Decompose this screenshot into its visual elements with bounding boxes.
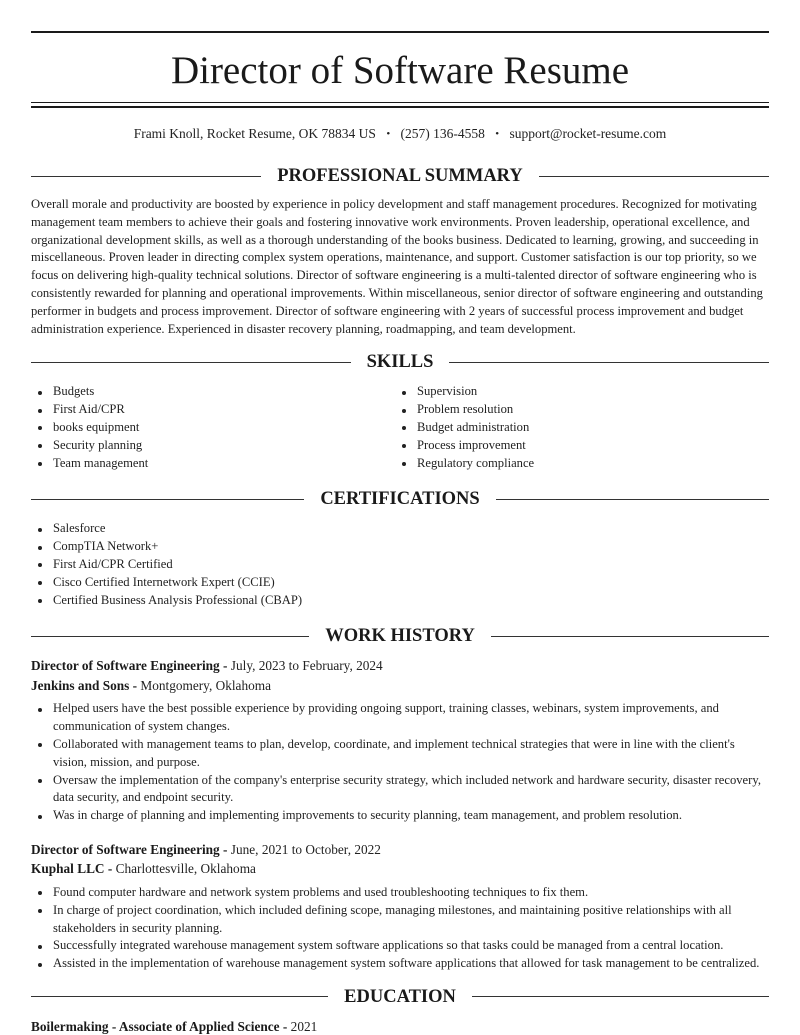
education-line [31,1017,769,1035]
double-rule [31,102,769,108]
section-work-history [31,625,769,973]
section-professional-summary [31,165,769,338]
section-heading [31,165,769,187]
section-title: PROFESSIONAL SUMMARY [277,166,523,186]
skill-item: Budgets [31,383,395,401]
certification-item: CompTIA Network+ [31,538,769,556]
skills-right-column [395,383,759,472]
job-duties-list [31,700,769,825]
skill-item: First Aid/CPR [31,401,395,419]
job-duty: Helped users have the best possible experience by providing ongoing support, training classes, webinars, system improvements, and communication of system changes. [31,700,769,736]
job-company-line [31,676,769,696]
skill-item: Regulatory compliance [395,455,759,473]
skills-grid [31,383,769,472]
resume-title: Director of Software Resume [170,49,630,92]
job-location: Montgomery, Oklahoma [140,677,271,693]
job-title: Director of Software Engineering [31,658,220,674]
skill-item: Problem resolution [395,401,759,419]
section-title: EDUCATION [344,986,456,1007]
thin-rule [31,102,769,103]
job-duties-list [31,884,769,973]
job-title-line [31,840,769,860]
heading-rule-right [491,636,769,637]
heading-rule-left [31,636,309,637]
education-entry [31,1017,769,1035]
heading-rule-right [496,499,769,500]
section-heading [31,986,769,1008]
job-duty: Successfully integrated warehouse management system software applications so that tasks could be managed from a central location. [31,937,769,955]
job-duty: Collaborated with management teams to plan, develop, coordinate, and implement technical strategies that were in line with the client's vision, mission, and purpose. [31,736,769,772]
job-duty: Was in charge of planning and implementing improvements to security planning, team management, and problem resolution. [31,807,769,825]
heading-rule-right [449,362,769,363]
contact-address: Frami Knoll, Rocket Resume, OK 78834 US [133,126,376,141]
bullet-separator-icon: • [495,128,500,140]
certifications-list [31,520,769,609]
job-dates: June, 2021 to October, 2022 [230,841,381,857]
certification-item: First Aid/CPR Certified [31,556,769,574]
skills-left-column [31,383,395,472]
certification-item: Cisco Certified Internetwork Expert (CCIE) [31,574,769,592]
heading-rule-right [539,176,769,177]
heading-rule-right [472,996,769,997]
heading-rule-left [31,499,304,500]
section-education [31,986,769,1035]
section-heading [31,351,769,373]
certification-item: Salesforce [31,520,769,538]
dash: - [108,1018,119,1034]
contact-line [31,125,769,144]
job-company: Jenkins and Sons [31,677,130,693]
section-heading [31,625,769,647]
job-company: Kuphal LLC [31,861,105,877]
section-title: WORK HISTORY [325,626,475,647]
job-entry [31,840,769,973]
heading-rule-left [31,362,351,363]
job-title: Director of Software Engineering [31,841,220,857]
skill-item: Team management [31,455,395,473]
contact-email: support@rocket-resume.com [509,126,667,141]
skill-item: Process improvement [395,437,759,455]
contact-phone: (257) 136-4558 [400,126,485,141]
job-location: Charlottesville, Oklahoma [115,861,256,877]
thick-rule [31,106,769,108]
section-certifications [31,488,769,609]
dash: - [279,1018,291,1034]
education-year: 2021 [290,1018,318,1034]
section-skills [31,351,769,472]
job-duty: Oversaw the implementation of the company's enterprise security strategy, which included network and hardware security, disaster recovery, data security, and endpoint security. [31,772,769,808]
summary-text: Overall morale and productivity are boosted by experience in policy development and staff management procedures. Recognized for motivating management team members to achieve their goals and fostering innovative work environments. Proven leadership, operational excellence, and organizational development skills, as well as a thorough understanding of the books business. Dedicated to learning, growing, and succeeding in miscellaneous. Proven leader in directing complex system operations, maintenance, and support. Customer satisfaction is our top priority, so we focus on delivering high-quality technical solutions. Director of software engineering is a multi-talented director of software engineering who is consistently rewarded for planning and operational improvements. Within miscellaneous, senior director of software engineering and outstanding performer in budgets and process improvement. Director of software engineering with 2 years of successful process improvement and budget administration experience. Experienced in disaster recovery planning, roadmapping, and team development. [31,197,763,336]
heading-rule-left [31,176,261,177]
dash: - [129,677,141,693]
job-company-line [31,859,769,879]
section-title: CERTIFICATIONS [320,489,480,510]
job-dates: July, 2023 to February, 2024 [230,658,383,674]
section-title: SKILLS [366,352,434,373]
job-duty: Assisted in the implementation of warehouse management system software applications that allowed for task management to be centralized. [31,955,769,973]
bullet-separator-icon: • [386,128,391,140]
skill-item: Security planning [31,437,395,455]
job-title-line [31,656,769,676]
dash: - [219,658,231,674]
skill-item: books equipment [31,419,395,437]
job-entry [31,656,769,825]
dash: - [219,841,231,857]
job-duty: Found computer hardware and network system problems and used troubleshooting techniques to fix them. [31,884,769,902]
skill-item: Supervision [395,383,759,401]
skill-item: Budget administration [395,419,759,437]
heading-rule-left [31,996,328,997]
education-degree: Associate of Applied Science [118,1018,280,1034]
education-field: Boilermaking [31,1018,109,1034]
job-duty: In charge of project coordination, which included defining scope, managing milestones, and maintaining positive relationships with all stakeholders in security planning. [31,902,769,938]
top-rule [31,31,769,33]
certification-item: Certified Business Analysis Professional (CBAP) [31,592,769,610]
section-heading [31,488,769,510]
resume-page [31,31,769,1035]
dash: - [104,861,116,877]
